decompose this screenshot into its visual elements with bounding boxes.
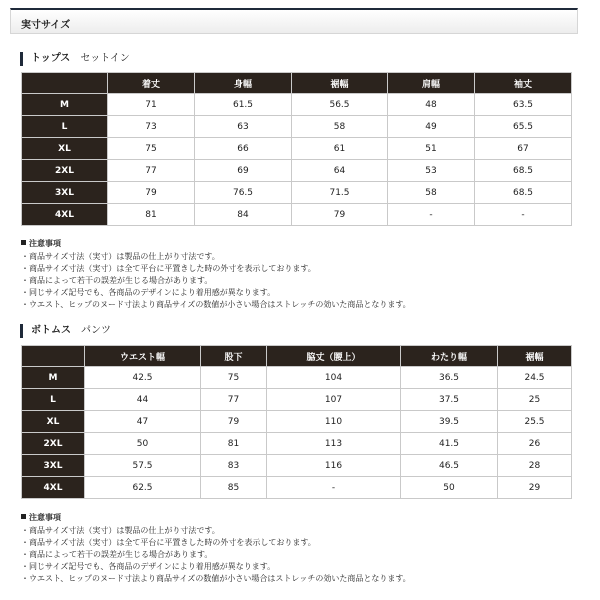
table-row [22,477,572,499]
column-header: わたり幅 [401,346,498,367]
table-cell: 75 [108,138,195,160]
note-line: ・商品サイズ寸法（実寸）は製品の仕上がり寸法です。 [21,252,220,261]
table-row [22,455,572,477]
note-line: ・商品サイズ寸法（実寸）は全て平台に平置きした時の外寸を表示しております。 [21,538,316,547]
note-line: ・同じサイズ記号でも、各商品のデザインにより着用感が異なります。 [21,562,276,571]
table-cell: - [388,204,475,226]
table-cell: 49 [388,116,475,138]
table-cell: 69 [195,160,292,182]
table-row [22,204,572,226]
bottoms-subtitle: パンツ [81,325,111,336]
table-header-row [22,346,572,367]
table-cell: - [267,477,401,499]
bottoms-title: ボトムス [31,325,71,336]
tops-title: トップス [31,53,71,64]
size-label: 4XL [22,477,85,499]
table-cell: 79 [108,182,195,204]
table-cell: 66 [195,138,292,160]
table-cell: 57.5 [85,455,201,477]
table-cell: 28 [498,455,572,477]
table-cell: 29 [498,477,572,499]
tops-subtitle: セットイン [80,53,130,64]
table-row [22,389,572,411]
note-line: ・商品サイズ寸法（実寸）は全て平台に平置きした時の外寸を表示しております。 [21,264,316,273]
size-label: 4XL [22,204,108,226]
bottoms-section-title [20,324,111,338]
table-cell: 71.5 [292,182,388,204]
table-cell: 26 [498,433,572,455]
column-header: 裾幅 [292,73,388,94]
table-cell: 48 [388,94,475,116]
size-label: 3XL [22,182,108,204]
table-cell: 37.5 [401,389,498,411]
table-cell: 65.5 [475,116,572,138]
table-row [22,411,572,433]
table-header-row [22,73,572,94]
table-cell: 83 [201,455,267,477]
size-label: 3XL [22,455,85,477]
bottoms-notes [21,512,411,585]
table-cell: 46.5 [401,455,498,477]
notes-title: 注意事項 [21,512,411,524]
note-line: ・ウエスト、ヒップのヌード寸法より商品サイズの数値が小さい場合はストレッチの効いた商品となります。 [21,300,411,309]
size-label: XL [22,138,108,160]
note-line: ・商品サイズ寸法（実寸）は製品の仕上がり寸法です。 [21,526,220,535]
size-label: M [22,94,108,116]
table-cell: 113 [267,433,401,455]
note-line: ・ウエスト、ヒップのヌード寸法より商品サイズの数値が小さい場合はストレッチの効いた商品となります。 [21,574,411,583]
table-cell: 84 [195,204,292,226]
column-header [22,73,108,94]
table-cell: 77 [201,389,267,411]
table-cell: 61 [292,138,388,160]
tops-notes [21,238,411,311]
table-cell: 61.5 [195,94,292,116]
column-header: 脇丈（腰上） [267,346,401,367]
table-cell: 50 [85,433,201,455]
page-title: 実寸サイズ [21,20,71,31]
table-cell: 76.5 [195,182,292,204]
size-label: L [22,116,108,138]
size-label: 2XL [22,160,108,182]
table-cell: 41.5 [401,433,498,455]
size-label: L [22,389,85,411]
header-bar [10,8,578,34]
table-cell: - [475,204,572,226]
tops-size-table [21,72,572,226]
table-cell: 85 [201,477,267,499]
table-cell: 110 [267,411,401,433]
table-cell: 51 [388,138,475,160]
table-cell: 25.5 [498,411,572,433]
table-cell: 24.5 [498,367,572,389]
table-cell: 50 [401,477,498,499]
table-cell: 75 [201,367,267,389]
table-row [22,433,572,455]
tops-section-title [20,52,130,66]
table-cell: 67 [475,138,572,160]
size-label: M [22,367,85,389]
table-cell: 44 [85,389,201,411]
size-label: 2XL [22,433,85,455]
table-cell: 79 [292,204,388,226]
table-cell: 71 [108,94,195,116]
table-cell: 73 [108,116,195,138]
table-cell: 81 [201,433,267,455]
table-row [22,367,572,389]
table-cell: 25 [498,389,572,411]
table-cell: 53 [388,160,475,182]
size-label: XL [22,411,85,433]
table-row [22,94,572,116]
note-line: ・商品によって若干の誤差が生じる場合があります。 [21,550,213,559]
column-header: ウエスト幅 [85,346,201,367]
table-cell: 63.5 [475,94,572,116]
table-cell: 56.5 [292,94,388,116]
table-cell: 39.5 [401,411,498,433]
note-line: ・同じサイズ記号でも、各商品のデザインにより着用感が異なります。 [21,288,276,297]
notes-title: 注意事項 [21,238,411,250]
table-cell: 36.5 [401,367,498,389]
column-header: 袖丈 [475,73,572,94]
table-cell: 68.5 [475,182,572,204]
table-cell: 62.5 [85,477,201,499]
bottoms-size-table [21,345,572,499]
table-cell: 58 [292,116,388,138]
table-cell: 79 [201,411,267,433]
column-header: 着丈 [108,73,195,94]
table-cell: 63 [195,116,292,138]
table-cell: 107 [267,389,401,411]
column-header: 裾幅 [498,346,572,367]
table-row [22,138,572,160]
table-row [22,160,572,182]
column-header [22,346,85,367]
column-header: 肩幅 [388,73,475,94]
table-cell: 81 [108,204,195,226]
table-cell: 68.5 [475,160,572,182]
table-cell: 64 [292,160,388,182]
table-cell: 104 [267,367,401,389]
column-header: 股下 [201,346,267,367]
table-cell: 42.5 [85,367,201,389]
table-row [22,116,572,138]
column-header: 身幅 [195,73,292,94]
table-cell: 47 [85,411,201,433]
note-line: ・商品によって若干の誤差が生じる場合があります。 [21,276,213,285]
table-row [22,182,572,204]
table-cell: 77 [108,160,195,182]
table-cell: 58 [388,182,475,204]
table-cell: 116 [267,455,401,477]
